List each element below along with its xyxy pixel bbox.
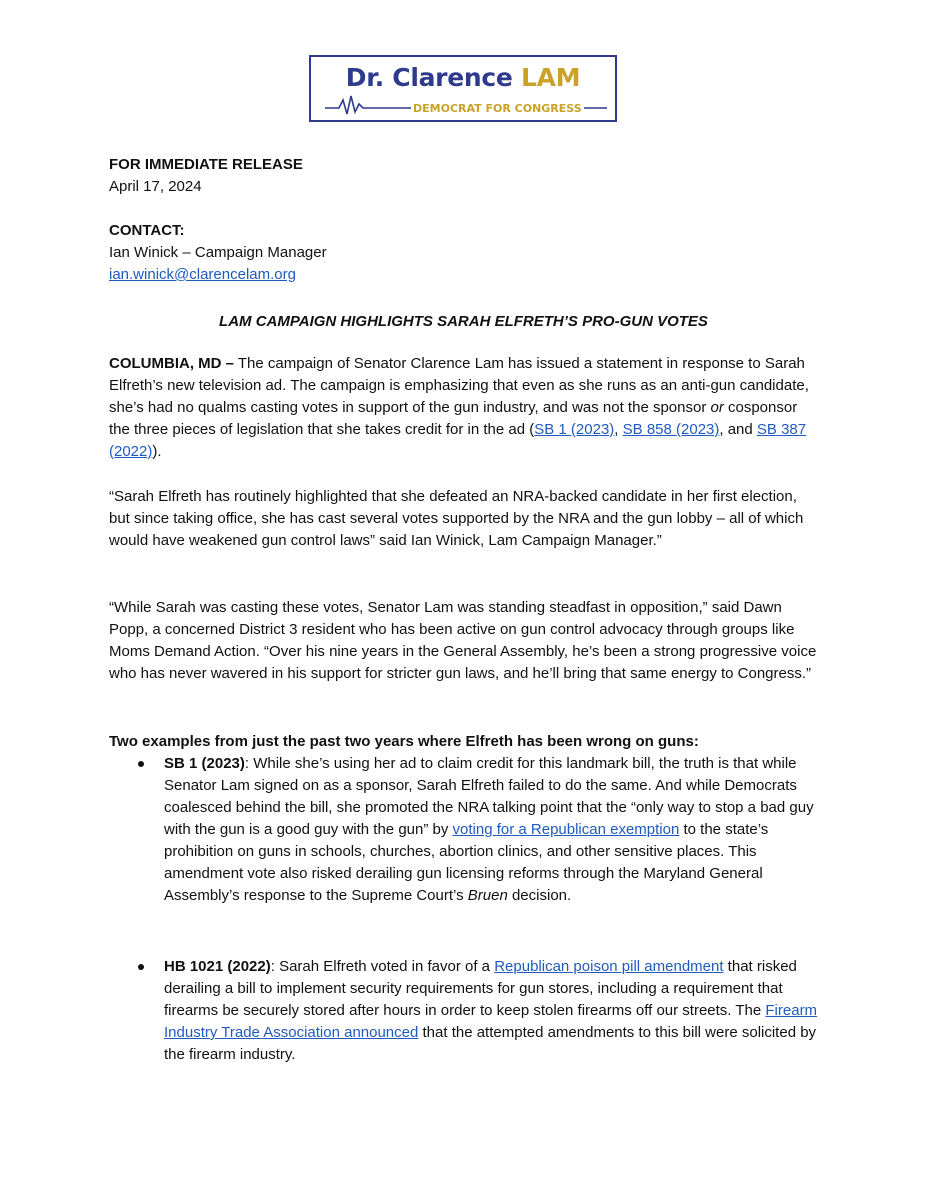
logo-name — [311, 63, 615, 92]
logo-tagline: DEMOCRAT FOR CONGRESS — [413, 102, 582, 115]
hb1021-text-1: : Sarah Elfreth voted in favor of a — [270, 958, 495, 975]
poison-pill-amendment-link[interactable]: Republican poison pill amendment — [494, 958, 724, 975]
fita-announced-link[interactable]: Firearm Industry Trade Association announced — [164, 1002, 818, 1041]
logo-name-last: LAM — [520, 63, 581, 92]
headline: LAM CAMPAIGN HIGHLIGHTS SARAH ELFRETH’S PRO-GUN VOTES — [219, 313, 708, 330]
release-header — [109, 154, 303, 198]
lead-text-2: cosponsor the three pieces of legislation that she takes credit for in the ad ( — [109, 399, 798, 438]
lead-sep-2: , and — [719, 421, 757, 438]
lead-text-or: or — [710, 399, 724, 416]
bullet-text-hb1021 — [164, 956, 829, 1066]
release-label: FOR IMMEDIATE RELEASE — [109, 156, 303, 173]
sb1-text-1: : While she’s using her ad to claim credit for this landmark bill, the truth is that while Senator Lam signed on as a sponsor, Sarah Elfreth failed to do the same. And while Democrats coalesced behind the bill, she promoted the NRA talking point that the “only way to stop a bad guy with the gun is a good guy with the gun” by — [164, 755, 814, 838]
list-item-hb1021 — [109, 956, 829, 1066]
bullet-text-sb1 — [164, 753, 829, 907]
sb1-2023-link[interactable]: SB 1 (2023) — [534, 421, 615, 438]
sb858-2023-link[interactable]: SB 858 (2023) — [622, 421, 720, 438]
logo-name-first: Dr. Clarence — [345, 63, 521, 92]
campaign-logo — [309, 55, 617, 122]
republican-exemption-link[interactable]: voting for a Republican exemption — [452, 821, 680, 838]
sb1-italic-bruen: Bruen — [467, 887, 508, 904]
examples-heading-text: Two examples from just the past two years where Elfreth has been wrong on guns: — [109, 733, 699, 750]
bullet-icon — [138, 964, 144, 970]
contact-block — [109, 220, 327, 286]
contact-label: CONTACT: — [109, 222, 185, 239]
bullet-icon — [138, 761, 144, 767]
sb387-2022-link[interactable]: SB 387 (2022) — [109, 421, 807, 460]
lead-paragraph — [109, 353, 819, 463]
hb1021-title: HB 1021 (2022) — [164, 958, 271, 975]
quote-winick-text: “Sarah Elfreth has routinely highlighted that she defeated an NRA-backed candidate in her first election, but since taking office, she has cast several votes supported by the NRA and the gun lobby – all of which would have weakened gun control laws” said Ian Winick, Lam Campaign Manager.” — [109, 488, 804, 549]
lead-end: ). — [152, 443, 162, 460]
sb1-title: SB 1 (2023) — [164, 755, 245, 772]
hb1021-text-2: that risked derailing a bill to implement security requirements for gun stores, including a requirement that firearms be securely stored after hours in order to keep stolen firearms off our streets. The — [164, 958, 797, 1019]
dateline: COLUMBIA, MD – — [109, 355, 234, 372]
list-item-sb1 — [109, 753, 829, 907]
lead-text-1: The campaign of Senator Clarence Lam has issued a statement in response to Sarah Elfreth’s new television ad. The campaign is emphasizing that even as she runs as an anti-gun candidate, she’s had no qualms casting votes in support of the gun industry, and was not the sponsor — [109, 355, 809, 416]
sb1-text-2: to the state’s prohibition on guns in schools, churches, abortion clinics, and other sensitive places. This amendment vote also risked derailing gun licensing reforms through the Maryland General Assembly’s response to the Supreme Court’s — [164, 821, 769, 904]
release-date: April 17, 2024 — [109, 178, 202, 195]
contact-email-link[interactable]: ian.winick@clarencelam.org — [109, 266, 296, 283]
contact-name: Ian Winick – Campaign Manager — [109, 244, 327, 261]
lead-sep-1: , — [614, 421, 623, 438]
quote-winick — [109, 486, 819, 552]
quote-popp — [109, 597, 819, 685]
sb1-text-3: decision. — [507, 887, 572, 904]
examples-heading — [109, 731, 829, 753]
hb1021-text-3: that the attempted amendments to this bill were solicited by the firearm industry. — [164, 1024, 817, 1063]
quote-popp-text: “While Sarah was casting these votes, Senator Lam was standing steadfast in opposition,” said Dawn Popp, a concerned District 3 resident who has been active on gun control advocacy through groups like Moms Demand Action. “Over his nine years in the General Assembly, he’s been a strong progressive voice who has never wavered in his support for stricter gun laws, and he’ll bring that same energy to Congress.” — [109, 599, 817, 682]
